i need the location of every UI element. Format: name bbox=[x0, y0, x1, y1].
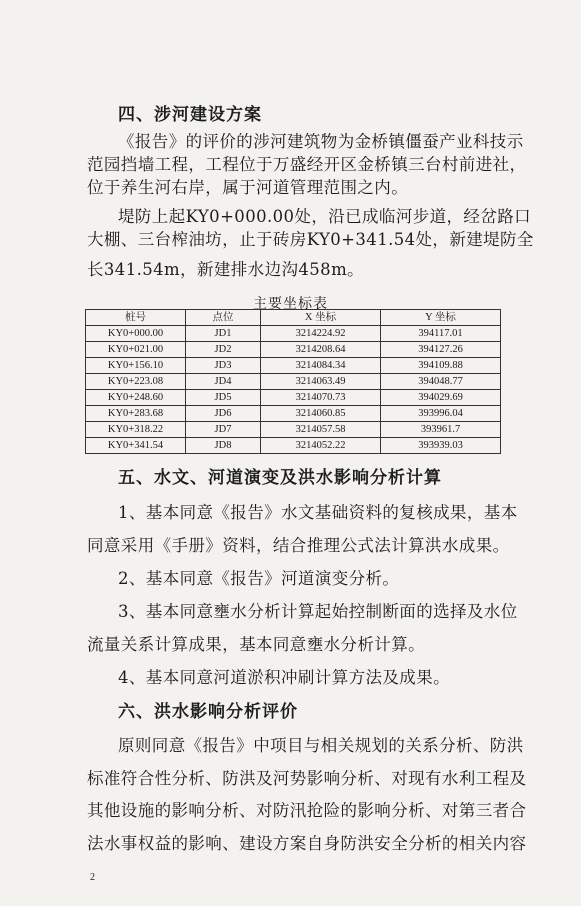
cell-y: 393996.04 bbox=[381, 406, 501, 422]
section-4-para-1-line-3: 位于养生河右岸，属于河道管理范围之内。 bbox=[87, 178, 409, 197]
cell-y: 393939.03 bbox=[381, 438, 501, 454]
table-row bbox=[86, 438, 501, 454]
cell-station: KY0+021.00 bbox=[86, 342, 186, 358]
table-row bbox=[86, 406, 501, 422]
cell-point: JD6 bbox=[186, 406, 261, 422]
section-4-para-1-line-1: 《报告》的评价的涉河建筑物为金桥镇僵蚕产业科技示 bbox=[118, 132, 524, 151]
cell-x: 3214063.49 bbox=[261, 374, 381, 390]
section-5-item-1-line-2: 同意采用《手册》资料，结合推理公式法计算洪水成果。 bbox=[87, 536, 510, 555]
section-4-para-2-line-2: 大棚、三台榨油坊，止于砖房KY0+341.54处，新建堤防全 bbox=[87, 230, 534, 249]
header-x-coordinate: X 坐标 bbox=[261, 310, 381, 326]
cell-point: JD7 bbox=[186, 422, 261, 438]
section-4-heading: 四、涉河建设方案 bbox=[118, 105, 262, 125]
header-y-coordinate: Y 坐标 bbox=[381, 310, 501, 326]
section-5-item-2: 2、基本同意《报告》河道演变分析。 bbox=[118, 569, 400, 588]
section-6-para-line-4: 法水事权益的影响、建设方案自身防洪安全分析的相关内容 bbox=[87, 834, 527, 853]
cell-x: 3214208.64 bbox=[261, 342, 381, 358]
cell-station: KY0+156.10 bbox=[86, 358, 186, 374]
section-4-para-1-line-2: 范园挡墙工程，工程位于万盛经开区金桥镇三台村前进社， bbox=[87, 155, 527, 174]
cell-x: 3214057.58 bbox=[261, 422, 381, 438]
table-row bbox=[86, 342, 501, 358]
section-5-item-4: 4、基本同意河道淤积冲刷计算方法及成果。 bbox=[118, 668, 450, 687]
table-caption: 主要坐标表 bbox=[253, 296, 328, 312]
cell-point: JD1 bbox=[186, 326, 261, 342]
table-row bbox=[86, 374, 501, 390]
cell-x: 3214060.85 bbox=[261, 406, 381, 422]
cell-station: KY0+283.68 bbox=[86, 406, 186, 422]
section-6-para-line-2: 标准符合性分析、防洪及河势影响分析、对现有水利工程及 bbox=[87, 769, 527, 788]
cell-y: 394048.77 bbox=[381, 374, 501, 390]
cell-station: KY0+000.00 bbox=[86, 326, 186, 342]
table-row bbox=[86, 326, 501, 342]
cell-point: JD5 bbox=[186, 390, 261, 406]
section-6-para-line-1: 原则同意《报告》中项目与相关规划的关系分析、防洪 bbox=[118, 736, 524, 755]
cell-y: 394029.69 bbox=[381, 390, 501, 406]
cell-station: KY0+341.54 bbox=[86, 438, 186, 454]
cell-y: 394117.01 bbox=[381, 326, 501, 342]
table-header-row bbox=[86, 310, 501, 326]
cell-point: JD8 bbox=[186, 438, 261, 454]
table-row bbox=[86, 422, 501, 438]
cell-y: 394127.26 bbox=[381, 342, 501, 358]
header-station: 桩号 bbox=[86, 310, 186, 326]
cell-point: JD3 bbox=[186, 358, 261, 374]
cell-point: JD4 bbox=[186, 374, 261, 390]
cell-station: KY0+223.08 bbox=[86, 374, 186, 390]
cell-point: JD2 bbox=[186, 342, 261, 358]
section-5-heading: 五、水文、河道演变及洪水影响分析计算 bbox=[118, 468, 442, 488]
section-4-para-2-line-1: 堤防上起KY0+000.00处，沿已成临河步道，经岔路口 bbox=[118, 207, 532, 226]
cell-x: 3214084.34 bbox=[261, 358, 381, 374]
section-6-heading: 六、洪水影响分析评价 bbox=[118, 702, 298, 722]
cell-y: 394109.88 bbox=[381, 358, 501, 374]
header-point: 点位 bbox=[186, 310, 261, 326]
page-number: 2 bbox=[90, 872, 95, 883]
cell-station: KY0+248.60 bbox=[86, 390, 186, 406]
section-5-item-3-line-2: 流量关系计算成果，基本同意壅水分析计算。 bbox=[87, 635, 425, 654]
section-4-para-2-line-3: 长341.54m，新建排水边沟458m。 bbox=[87, 260, 365, 279]
cell-x: 3214224.92 bbox=[261, 326, 381, 342]
cell-station: KY0+318.22 bbox=[86, 422, 186, 438]
cell-y: 393961.7 bbox=[381, 422, 501, 438]
table-row bbox=[86, 358, 501, 374]
section-5-item-3-line-1: 3、基本同意壅水分析计算起始控制断面的选择及水位 bbox=[118, 602, 518, 621]
table-row bbox=[86, 390, 501, 406]
section-6-para-line-3: 其他设施的影响分析、对防汛抢险的影响分析、对第三者合 bbox=[87, 801, 527, 820]
coordinate-table bbox=[85, 309, 501, 454]
cell-x: 3214052.22 bbox=[261, 438, 381, 454]
cell-x: 3214070.73 bbox=[261, 390, 381, 406]
section-5-item-1-line-1: 1、基本同意《报告》水文基础资料的复核成果，基本 bbox=[118, 503, 518, 522]
